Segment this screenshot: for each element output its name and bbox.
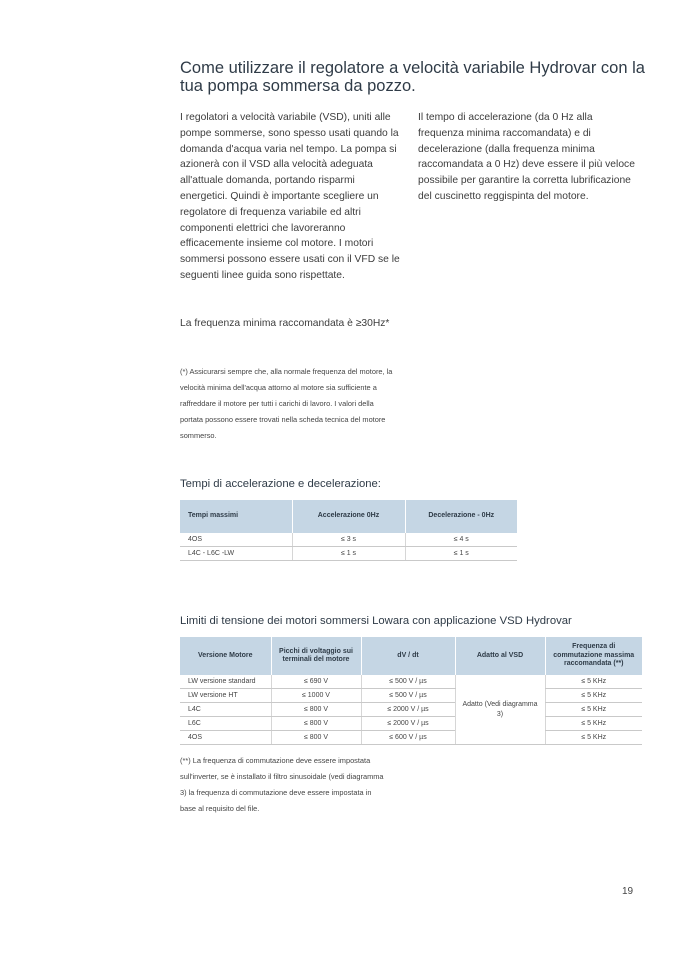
table-cell: ≤ 5 KHz [545, 689, 642, 703]
table-cell: L4C - L6C -LW [180, 547, 292, 561]
table-row [180, 675, 642, 689]
vsd-suitability-cell: Adatto (Vedi diagramma 3) [455, 675, 545, 745]
column-header: Accelerazione 0Hz [292, 500, 405, 533]
acceleration-paragraph: Il tempo di accelerazione (da 0 Hz alla frequenza minima raccomandata) e di decelerazione (dalla frequenza minima raccomandata a 0 Hz) deve essere il più veloce possibile per garantire la corretta lubrificazione del cuscinetto reggispinta del motore. [418, 112, 635, 202]
table-cell: ≤ 1000 V [271, 689, 361, 703]
table-cell: ≤ 4 s [405, 533, 517, 547]
column-header: Decelerazione - 0Hz [405, 500, 517, 533]
page-title: Come utilizzare il regolatore a velocità variabile Hydrovar con la tua pompa sommersa da pozzo. [180, 59, 645, 95]
acceleration-table-title: Tempi di accelerazione e decelerazione: [180, 478, 381, 490]
table-row [180, 547, 517, 561]
table-cell: ≤ 690 V [271, 675, 361, 689]
voltage-table-title: Limiti di tensione dei motori sommersi Lowara con applicazione VSD Hydrovar [180, 615, 572, 627]
table-cell: L6C [180, 717, 271, 731]
table-header-row [180, 637, 642, 675]
table-cell: ≤ 800 V [271, 717, 361, 731]
table-cell: ≤ 5 KHz [545, 703, 642, 717]
column-header: Frequenza di commutazione massima raccomandata (**) [545, 637, 642, 675]
min-frequency-text: La frequenza minima raccomandata è ≥30Hz* [180, 318, 390, 329]
table-cell: ≤ 800 V [271, 731, 361, 745]
table-header-row [180, 500, 517, 533]
table-cell: ≤ 2000 V / µs [361, 703, 455, 717]
table-row [180, 533, 517, 547]
table-cell: ≤ 800 V [271, 703, 361, 717]
table-row [180, 717, 642, 731]
table-cell: 4OS [180, 731, 271, 745]
table-row [180, 731, 642, 745]
table-cell: ≤ 500 V / µs [361, 689, 455, 703]
footnote-switching-frequency: (**) La frequenza di commutazione deve essere impostata sull'inverter, se è installato il filtro sinusoidale (vedi diagramma 3) la frequenza di commutazione deve essere impostata in base al requisito del file. [180, 756, 384, 813]
table-cell: ≤ 1 s [405, 547, 517, 561]
page-number: 19 [622, 886, 634, 897]
table-cell: ≤ 500 V / µs [361, 675, 455, 689]
column-header: dV / dt [361, 637, 455, 675]
column-header: Picchi di voltaggio sui terminali del motore [271, 637, 361, 675]
table-row [180, 703, 642, 717]
table-cell: LW versione standard [180, 675, 271, 689]
column-header: Versione Motore [180, 637, 271, 675]
footnote-cooling: (*) Assicurarsi sempre che, alla normale frequenza del motore, la velocità minima dell'acqua attorno al motore sia sufficiente a raffreddare il motore per tutti i carichi di lavoro. I valori della portata possono essere trovati nella scheda tecnica del motore sommerso. [180, 367, 393, 440]
table-cell: ≤ 600 V / µs [361, 731, 455, 745]
voltage-limits-table [180, 637, 642, 745]
table-cell: LW versione HT [180, 689, 271, 703]
acceleration-table [180, 500, 517, 561]
column-header: Tempi massimi [180, 500, 292, 533]
table-cell: ≤ 1 s [292, 547, 405, 561]
table-cell: ≤ 2000 V / µs [361, 717, 455, 731]
table-cell: 4OS [180, 533, 292, 547]
table-cell: ≤ 5 KHz [545, 731, 642, 745]
column-header: Adatto al VSD [455, 637, 545, 675]
intro-paragraph: I regolatori a velocità variabile (VSD), uniti alle pompe sommerse, sono spesso usati quando la domanda d'acqua varia nel tempo. La pompa si azionerà con il VSD alla velocità adeguata all'attuale domanda, portando risparmi energetici. Quindi è importante scegliere un regolatore di frequenza variabile ed altri componenti elettrici che lavoreranno efficacemente insieme col motore. I motori sommersi possono essere usati con il VFD se le seguenti linee guida sono rispettate. [180, 112, 400, 281]
table-cell: L4C [180, 703, 271, 717]
table-cell: ≤ 5 KHz [545, 675, 642, 689]
table-cell: ≤ 5 KHz [545, 717, 642, 731]
table-row [180, 689, 642, 703]
table-cell: ≤ 3 s [292, 533, 405, 547]
